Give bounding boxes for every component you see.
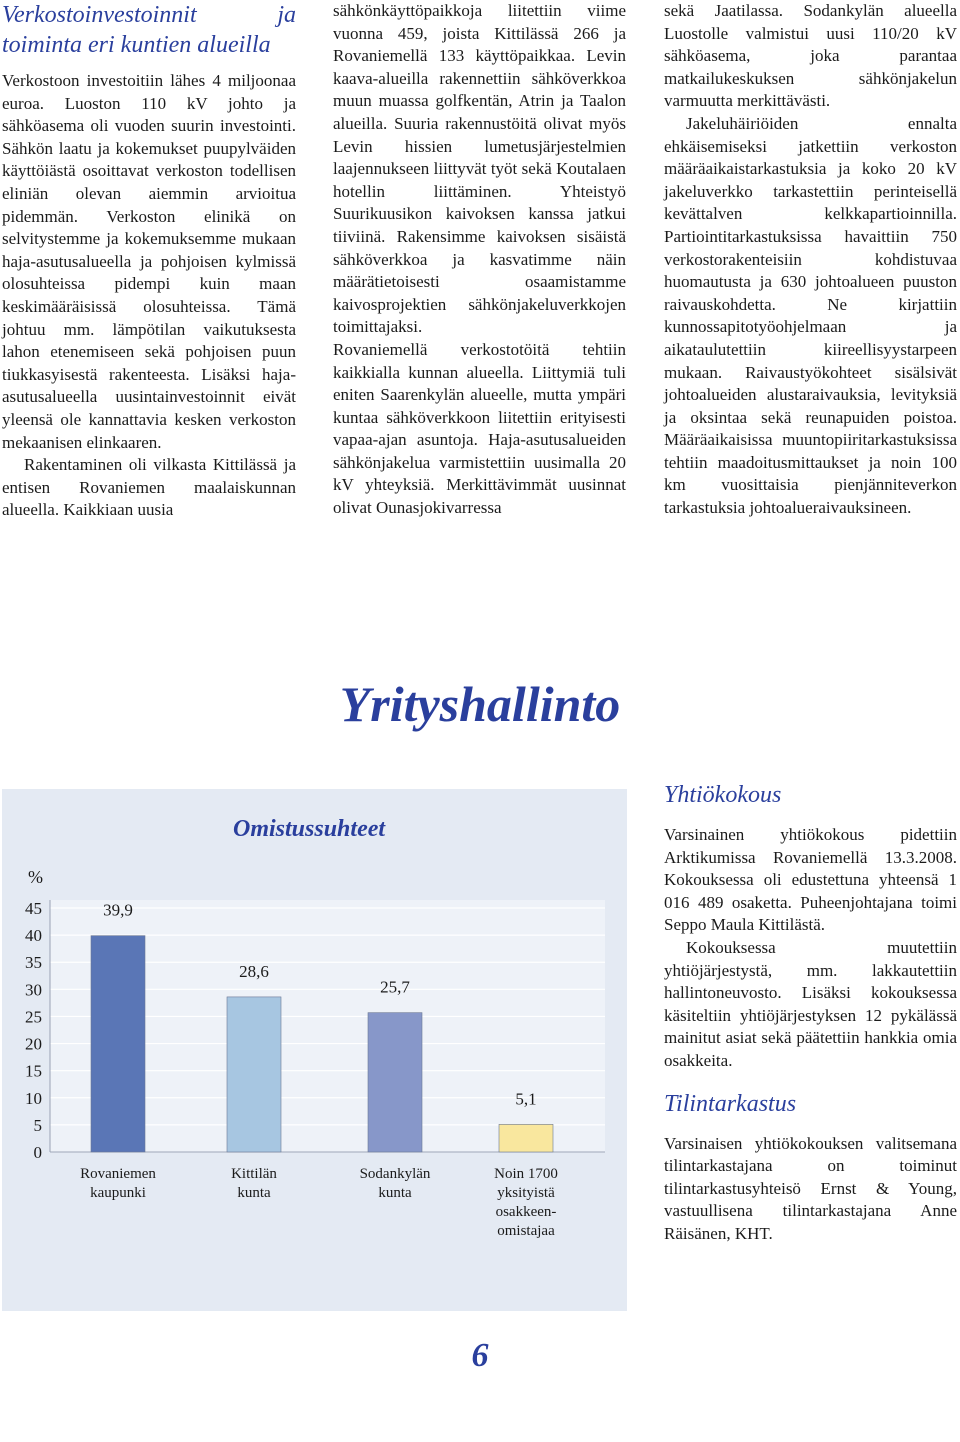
tilintarkastus-heading: Tilintarkastus — [664, 1090, 797, 1117]
chart-title: Omistussuhteet — [233, 816, 386, 842]
x-category-label: Sodankylän — [359, 1166, 431, 1182]
y-tick-label: 25 — [25, 1007, 42, 1027]
bar — [91, 936, 145, 1152]
paragraph: Jakeluhäiriöiden ennalta ehkäisemiseksi jatkettiin verkoston määräaikaistarkastuksia ja koko 20 kV jakeluverkko tarkastettiin perinteisellä kevättalven kelkkapartioinnilla. Partiointitarkastuksissa havaittiin 750 verkostorakenteisiin kohdistuvaa huomautusta ja 630 johtoalueen puuston raivauskohdetta. Ne kirjattiin kunnossapitotyöohjelmaan ja aikataulutettiin kiireellisyystarpeen mukaan. Raivaustyökohteet sisälsivät johtoalueiden alustaraivauksia, levityksiä ja oksintaa sekä reunapuiden poistoa. Määräaikaisissa muuntopiiritarkastuksissa tehtiin maadoitusmittaukset ja noin 100 km vuosittaisia pienjänniteverkon tarkastuksia johtoalueraivauksineen. — [664, 113, 957, 518]
bar — [227, 997, 281, 1152]
x-category-label: kunta — [237, 1185, 271, 1201]
y-tick-label: 15 — [25, 1061, 42, 1081]
x-category-label: Rovaniemen — [80, 1166, 156, 1182]
y-tick-label: 0 — [33, 1143, 42, 1162]
bar — [368, 1013, 422, 1152]
y-tick-label: 35 — [25, 953, 42, 973]
paragraph: Kokouksessa muutettiin yhtiöjärjestystä, mm. lakkautettiin hallintoneuvosto. Lisäksi kokouksessa käsiteltiin yhtiöjärjestyksen 12 pykälässä mainitut asiat sekä päätettiin hankkia omia osakkeita. — [664, 937, 957, 1070]
paragraph: Varsinainen yhtiökokous pidettiin Arktikumissa Rovaniemellä 13.3.2008. Kokouksessa oli edustettuna yhteensä 1 016 489 osaketta. Puheenjohtajana toimi Seppo Maula Kittilästä. — [664, 825, 957, 935]
bar-value-label: 39,9 — [103, 900, 133, 920]
bar-value-label: 25,7 — [380, 977, 410, 997]
y-tick-label: 10 — [25, 1088, 42, 1108]
x-category-label: kaupunki — [90, 1185, 146, 1201]
paragraph: sekä Jaatilassa. Sodankylän alueella Luostolle valmistui uusi 110/20 kV sähköasema, joka parantaa matkailukeskuksen sähkönjakelun varmuutta merkittävästi. — [664, 1, 957, 111]
section-title: Yrityshallinto — [339, 676, 621, 732]
paragraph: sähkönkäyttöpaikkoja liitettiin viime vuonna 459, joista Kittilässä 266 ja Rovaniemellä 133 käyttöpaikkaa. Levin kaava-alueilla rakennettiin sähköverkkoa muun muassa golfkentän, Atrin ja Taalon alueilla. Suuria rakennustöitä olivat myös Levin hissien lumetusjärjestelmien laajennukseen liittyvät työt sekä Koutalaen hotellin liittäminen. Yhteistyö Suurikuusikon kaivoksen kanssa jatkui tiiviinä. Rakensimme kaivoksen sisäistä sähköverkkoa ja kasvatimme näin määrätietoisesti osaamistamme kaivosprojektien sähkönjakeluverkkojen toimittajaksi. — [333, 1, 626, 337]
y-tick-label: 45 — [25, 899, 42, 918]
x-category-label: omistajaa — [497, 1223, 555, 1239]
paragraph: Verkostoon investoitiin lähes 4 miljoonaa euroa. Luoston 110 kV johto ja sähköasema oli vuoden suurin investointi. Sähkön laatu ja kokemukset puupylväiden käyttöiästä osoittavat verkoston todellisen eliniän olevan aiemmin arvioitua pidemmän. Verkoston elinikä on selvitystemme ja kokemuksemme mukaan haja-asutusalueella ja pohjoisen kylmissä olosuhteissa pidempi kuin maan keskimääräisissä olosuhteissa. Tämä johtuu mm. lämpötilan vaikutuksesta lahon etenemiseen sekä pohjoisen puun tiukkasyisestä rakenteesta. Lisäksi haja-asutusalueella uusintainvestoinnit eivät yleensä ole kannattavia kesken verkoston mekaanisen elinkaaren. — [2, 71, 296, 452]
x-category-label: Kittilän — [231, 1166, 277, 1182]
bar — [499, 1124, 553, 1152]
x-category-label: Noin 1700 — [494, 1166, 558, 1182]
text-column-3 — [664, 0, 957, 520]
article-heading: Verkostoinvestoinnit ja toiminta eri kuntien alueilla — [2, 2, 296, 58]
y-tick-label: 20 — [25, 1034, 42, 1054]
bar-value-label: 28,6 — [239, 961, 269, 981]
paragraph: Rakentaminen oli vilkasta Kittilässä ja entisen Rovaniemen maalaiskunnan alueella. Kaikkiaan uusia — [2, 455, 296, 520]
y-axis-label: % — [28, 867, 43, 887]
paragraph: Rovaniemellä verkostotöitä tehtiin kaikkialla kunnan alueella. Liittymiä tuli eniten Saarenkylän alueelle, mutta ympäri kuntaa sähköverkkoon liitettiin erityisesti vapaa-ajan asuntoja. Haja-asutusalueiden sähkönjakelua varmistettiin uusimalla 20 kV yhteyksiä. Merkittävimmät uusinnat olivat Ounasjokivarressa — [333, 339, 626, 518]
x-category-label: osakkeen- — [495, 1204, 557, 1220]
x-category-label: kunta — [378, 1185, 412, 1201]
y-tick-label: 30 — [25, 980, 42, 1000]
y-tick-label: 40 — [25, 926, 42, 946]
yhtiokokous-heading: Yhtiökokous — [664, 782, 782, 808]
page-number: 6 — [471, 1337, 489, 1374]
x-category-label: yksityistä — [497, 1185, 555, 1201]
y-tick-label: 5 — [33, 1115, 42, 1135]
bar-value-label: 5,1 — [515, 1089, 537, 1109]
governance-column — [664, 780, 957, 1246]
paragraph: Varsinaisen yhtiökokouksen valitsemana tilintarkastajana on toiminut tilintarkastusyhteisö Ernst & Young, vastuullisena tilintarkastajana Anne Räisänen, KHT. — [664, 1133, 957, 1243]
